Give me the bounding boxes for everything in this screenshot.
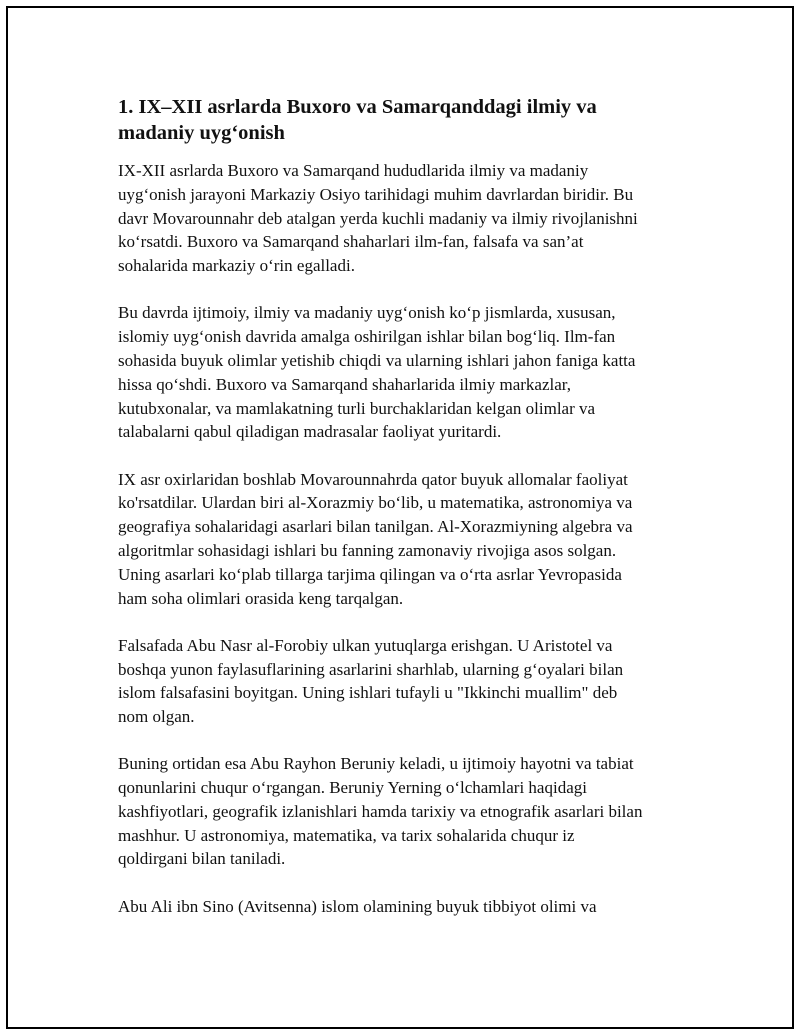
paragraph-line: Abu Ali ibn Sino (Avitsenna) islom olamining buyuk tibbiyot olimi va (118, 896, 597, 916)
paragraph-line: qoldirgani bilan taniladi. (118, 849, 286, 869)
section-heading (118, 94, 700, 146)
paragraph-line: IX asr oxirlaridan boshlab Movarounnahrda qator buyuk allomalar faoliyat (118, 469, 628, 489)
paragraph-al-forobiy (118, 634, 700, 729)
paragraph-line: boshqa yunon faylasuflarining asarlarini sharhlab, ularning g‘oyalari bilan (118, 659, 624, 679)
paragraph-line: qonunlarini chuqur o‘rgangan. Beruniy Yerning o‘lchamlari haqidagi (118, 778, 587, 798)
paragraph-line: islom falsafasini boyitgan. Uning ishlari tufayli u "Ikkinchi muallim" deb (118, 683, 618, 703)
paragraph-line: ko‘rsatdi. Buxoro va Samarqand shaharlari ilm-fan, falsafa va san’at (118, 232, 584, 252)
paragraph-line: mashhur. U astronomiya, matematika, va tarix sohalarida chuqur iz (118, 825, 575, 845)
paragraph-line: ko'rsatdilar. Ulardan biri al-Xorazmiy bo‘lib, u matematika, astronomiya va (118, 493, 633, 513)
paragraph-line: ham soha olimlari orasida keng tarqalgan. (118, 588, 404, 608)
paragraph-islamic-renaissance (118, 301, 700, 444)
paragraph-line: islomiy uyg‘onish davrida amalga oshirilgan ishlar bilan bog‘liq. Ilm-fan (118, 327, 616, 347)
paragraph-line: davr Movarounnahr deb atalgan yerda kuchli madaniy va ilmiy rivojlanishni (118, 208, 638, 228)
paragraph-line: Falsafada Abu Nasr al-Forobiy ulkan yutuqlarga erishgan. U Aristotel va (118, 635, 613, 655)
paragraph-line: geografiya sohalaridagi asarlari bilan tanilgan. Al-Xorazmiyning algebra va (118, 517, 633, 537)
paragraph-line: Uning asarlari ko‘plab tillarga tarjima qilingan va o‘rta asrlar Yevropasida (118, 564, 622, 584)
paragraph-line: hissa qo‘shdi. Buxoro va Samarqand shaharlarida ilmiy markazlar, (118, 374, 571, 394)
paragraph-line: uyg‘onish jarayoni Markaziy Osiyo tarihidagi muhim davrlardan biridir. Bu (118, 184, 634, 204)
paragraph-line: talabalarni qabul qiladigan madrasalar faoliyat yuritardi. (118, 422, 502, 442)
paragraph-line: algoritmlar sohasidagi ishlari bu fanning zamonaviy rivojiga asos solgan. (118, 540, 617, 560)
paragraph-line: Buning ortidan esa Abu Rayhon Beruniy keladi, u ijtimoiy hayotni va tabiat (118, 754, 634, 774)
paragraph-line: kashfiyotlari, geografik izlanishlari hamda tarixiy va etnografik asarlari bilan (118, 801, 643, 821)
paragraph-line: sohasida buyuk olimlar yetishib chiqdi va ularning ishlari jahon faniga katta (118, 350, 636, 370)
heading-line: 1. IX–XII asrlarda Buxoro va Samarqanddagi ilmiy va (118, 96, 597, 118)
paragraph-intro (118, 159, 700, 278)
paragraph-ibn-sino (118, 895, 700, 919)
heading-line: madaniy uyg‘onish (118, 122, 285, 144)
paragraph-line: Bu davrda ijtimoiy, ilmiy va madaniy uyg‘onish ko‘p jismlarda, xususan, (118, 303, 616, 323)
paragraph-line: sohalarida markaziy o‘rin egalladi. (118, 256, 355, 276)
document-body (118, 94, 700, 942)
paragraph-line: IX-XII asrlarda Buxoro va Samarqand hududlarida ilmiy va madaniy (118, 161, 589, 180)
paragraph-al-xorazmiy (118, 468, 700, 611)
paragraph-beruniy (118, 752, 700, 871)
paragraph-line: nom olgan. (118, 707, 195, 727)
paragraph-line: kutubxonalar, va mamlakatning turli burchaklaridan kelgan olimlar va (118, 398, 596, 418)
